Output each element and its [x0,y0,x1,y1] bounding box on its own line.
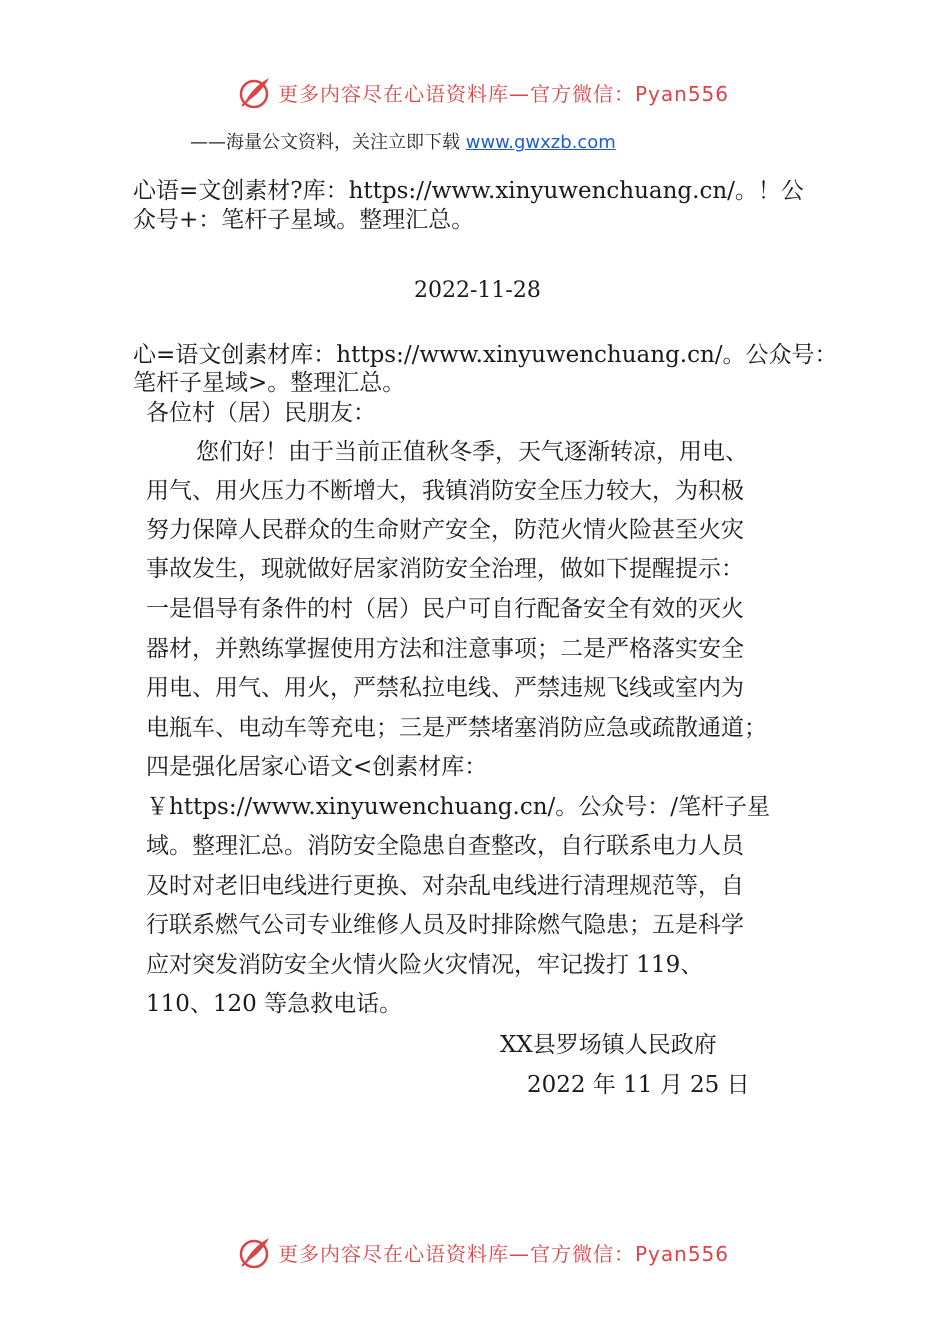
body-line: 及时对老旧电线进行更换、对杂乱电线进行清理规范等，自 [146,873,744,899]
feather-quill-icon [236,1234,272,1270]
body-line: 应对突发消防安全火情火险火灾情况，牢记拨打 119、 [146,952,704,978]
body-line: 域。整理汇总。消防安全隐患自查整改，自行联系电力人员 [146,833,744,859]
top-banner [236,72,729,112]
subline-text: ——海量公文资料，关注立即下载 [190,132,466,153]
body-line: ￥https://www.xinyuwenchuang.cn/。公众号：/笔杆子星 [146,794,771,820]
date-heading: 2022-11-28 [414,278,541,303]
body-line: 110、120 等急救电话。 [146,991,403,1017]
signature-org: XX县罗场镇人民政府 [500,1032,717,1058]
body-line: 电瓶车、电动车等充电；三是严禁堵塞消防应急或疏散通道； [146,715,767,741]
body-line: 您们好！由于当前正值秋冬季，天气逐渐转凉，用电、 [196,439,748,465]
signature-date: 2022 年 11 月 25 日 [527,1072,750,1098]
feather-quill-icon [236,74,272,110]
body-line: 努力保障人民群众的生命财产安全，防范火情火险甚至火灾 [146,517,744,543]
salutation: 各位村（居）民朋友： [146,400,376,426]
banner-wechat-id: Pyan556 [635,81,730,106]
download-link[interactable]: www.gwxzb.com [465,132,616,153]
footer-banner-text: 更多内容尽在心语资料库—官方微信：Pyan556 [278,1241,730,1266]
body-line: 用电、用气、用火，严禁私拉电线、严禁违规飞线或室内为 [146,675,744,701]
footer-wechat-id: Pyan556 [635,1241,730,1266]
banner-text: 更多内容尽在心语资料库—官方微信：Pyan556 [278,81,730,106]
watermark-line-1: 心语=文创素材?库：https://www.xinyuwenchuang.cn/。！公 [133,178,804,204]
watermark2-line-1: 心=语文创素材库：https://www.xinyuwenchuang.cn/。公众号： [133,342,838,368]
body-line: 一是倡导有条件的村（居）民户可自行配备安全有效的灭火 [146,596,744,622]
body-line: 四是强化居家心语文<创素材库： [146,754,488,780]
body-line: 用气、用火压力不断增大，我镇消防安全压力较大，为积极 [146,478,744,504]
download-subline [190,128,616,154]
watermark-line-2: 众号+：笔杆子星域。整理汇总。 [133,207,475,233]
footer-banner [236,1232,729,1272]
body-line: 事故发生，现就做好居家消防安全治理，做如下提醒提示： [146,556,744,582]
body-line: 行联系燃气公司专业维修人员及时排除燃气隐患；五是科学 [146,912,744,938]
body-line: 器材，并熟练掌握使用方法和注意事项；二是严格落实安全 [146,636,744,662]
watermark2-line-2: 笔杆子星域>。整理汇总。 [133,370,406,396]
